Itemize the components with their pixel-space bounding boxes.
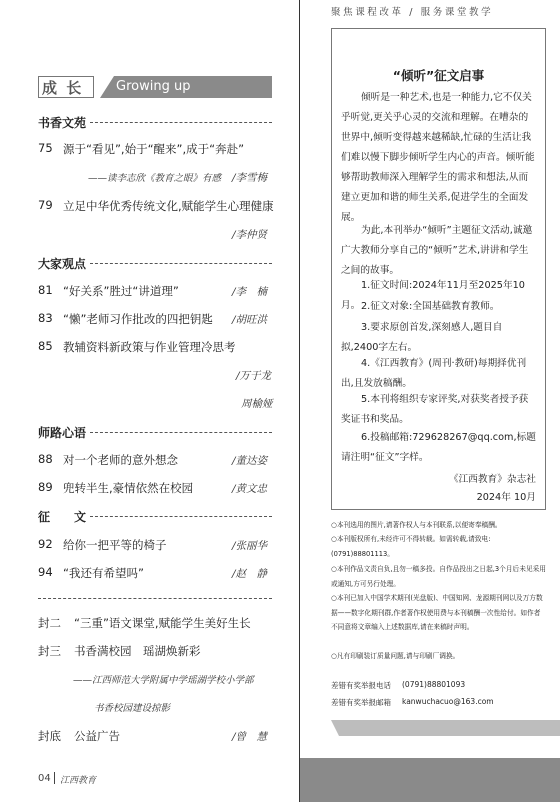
decorative-bar: [331, 720, 560, 736]
publication-note: ○本刊选用的图片,请著作权人与本刊联系,以便寄奉稿酬。: [331, 521, 502, 529]
toc-entry-author: /黄文忠: [232, 483, 268, 495]
publication-note: ○本刊版权所有,未经许可不得转载。如需转载,请致电:(0791)88801113。: [331, 535, 491, 558]
toc-entry-title[interactable]: “懒”老师习作批改的四把钥匙: [63, 312, 213, 326]
toc-entry-title[interactable]: 对一个老师的意外想念: [63, 453, 178, 467]
section-divider: [90, 432, 272, 433]
toc-entry-author: /董达姿: [232, 455, 268, 467]
toc-entry-author: /万于龙: [236, 370, 272, 382]
cover-title[interactable]: 书香满校园 瑶湖焕新彩: [74, 644, 201, 658]
toc-entry-title[interactable]: 兜转半生,豪情依然在校园: [63, 481, 194, 495]
page-number: 04: [38, 773, 51, 784]
notice-item: 4.《江西教育》(周刊·教研)每期择优刊出,且发放稿酬。: [341, 358, 527, 389]
toc-entry-title[interactable]: 立足中华优秀传统文化,赋能学生心理健康: [63, 199, 274, 213]
section-heading: 书香文苑: [38, 116, 87, 130]
cover-author: /曾 慧: [232, 731, 268, 743]
toc-entry-title[interactable]: 教辅资料新政策与作业管理冷思考: [63, 340, 236, 354]
notice-item: 1.征文时间:2024年11月至2025年10月。: [341, 280, 525, 311]
toc-page-number: 88: [38, 452, 53, 466]
notice-date: 2024年 10月: [476, 492, 536, 503]
notice-item: 6.投稿邮箱:729628267@qq.com,标题请注明“征文”字样。: [341, 432, 536, 463]
notice-paragraph: 为此,本刊举办“倾听”主题征文活动,诚邀广大教师分享自己的“倾听”艺术,讲讲和学生之间的故事。: [341, 225, 533, 276]
toc-page-number: 75: [38, 141, 53, 155]
toc-entry-author: /张丽华: [232, 540, 268, 552]
cover-label: 封底: [38, 729, 61, 743]
decorative-bar-dark: [300, 758, 560, 802]
toc-page-number: 81: [38, 283, 53, 297]
cover-label: 封三: [38, 644, 61, 658]
error-report-email-label: 差错有奖举报邮箱: [331, 698, 391, 707]
page-divider: [299, 0, 300, 802]
toc-page-number: 89: [38, 480, 53, 494]
error-report-email: kanwuchacuo@163.com: [402, 697, 494, 706]
toc-entry-author: /李 楠: [232, 286, 268, 298]
toc-entry-author: /李雪梅: [232, 172, 268, 184]
publication-note: ○本刊作品文责自负,且勿一稿多投。自作品投出之日起,3个月后未见采用或通知,方可另行处理。: [331, 565, 546, 588]
brand-title-en: Growing up: [116, 79, 191, 94]
toc-entry-title[interactable]: “我还有希望吗”: [63, 566, 144, 580]
footer-separator: [54, 772, 55, 784]
error-report-phone-label: 差错有奖举报电话: [331, 681, 391, 690]
notice-title: “倾听”征文启事: [392, 68, 485, 83]
section-divider: [90, 122, 272, 123]
cover-subtitle: 书香校园建设掠影: [94, 703, 171, 714]
section-divider: [90, 263, 272, 264]
toc-page-number: 83: [38, 311, 53, 325]
toc-entry-title[interactable]: 给你一把平等的椅子: [63, 538, 167, 552]
cover-title[interactable]: “三重”语文课堂,赋能学生美好生长: [74, 616, 251, 630]
toc-entry-author: /胡旺洪: [232, 314, 268, 326]
error-report-phone: (0791)88801093: [402, 680, 466, 689]
toc-entry-author: /赵 静: [232, 568, 268, 580]
toc-page-number: 92: [38, 537, 53, 551]
toc-entry-author: /李仲贤: [232, 229, 268, 241]
notice-item: 2.征文对象:全国基础教育教师。: [361, 301, 500, 312]
section-heading: 征 文: [38, 510, 87, 524]
journal-name: 江西教育: [60, 776, 97, 786]
section-divider: [90, 516, 272, 517]
notice-paragraph: 倾听是一种艺术,也是一种能力,它不仅关乎听觉,更关乎心灵的交流和理解。在嘈杂的世界中,倾听变得越来越稀缺,忙碌的生活让我们难以慢下脚步倾听学生内心的声音。倾听能够帮助教师深入理解学生的需求和想法,从而建立更加和谐的师生关系,促进学生的全面发展。: [341, 92, 535, 223]
cover-subtitle: ——江西师范大学附属中学瑶湖学校小学部: [73, 675, 254, 686]
notice-item: 5.本刊将组织专家评奖,对获奖者授予获奖证书和奖品。: [341, 394, 529, 425]
toc-page-number: 79: [38, 198, 53, 212]
toc-entry-title[interactable]: “好关系”胜过“讲道理”: [63, 284, 179, 298]
notice-organization: 《江西教育》杂志社: [448, 474, 536, 485]
section-heading: 大家观点: [38, 257, 87, 271]
brand-title-cn: 成 长: [42, 79, 84, 97]
toc-entry-coauthor: 周榆娅: [241, 398, 273, 410]
toc-page-number: 94: [38, 565, 53, 579]
toc-page-number: 85: [38, 339, 53, 353]
covers-divider: [38, 598, 272, 599]
cover-title[interactable]: 公益广告: [74, 729, 120, 743]
toc-entry-title[interactable]: 源于“看见”,始于“醒来”,成于“奔赴”: [63, 142, 245, 156]
cover-label: 封二: [38, 616, 61, 630]
toc-entry-subtitle: ——读李志欣《教育之眼》有感: [88, 173, 222, 184]
publication-note: ○本刊已加入中国学术期刊(光盘版)、中国知网、龙源期刊网以及万方数据——数字化期刊群,作者著作权使用费与本刊稿酬一次性给付。如作者不同意将文章编入上述数据库,请在来稿时声明。: [331, 594, 543, 631]
section-heading: 师路心语: [38, 426, 87, 440]
publication-note: ○凡有印刷装订质量问题,请与印刷厂调换。: [331, 652, 460, 660]
header-tagline: 聚焦课程改革 / 服务课堂教学: [331, 7, 494, 18]
notice-item: 3.要求原创首发,深刻感人,题目自拟,2400字左右。: [341, 322, 503, 353]
